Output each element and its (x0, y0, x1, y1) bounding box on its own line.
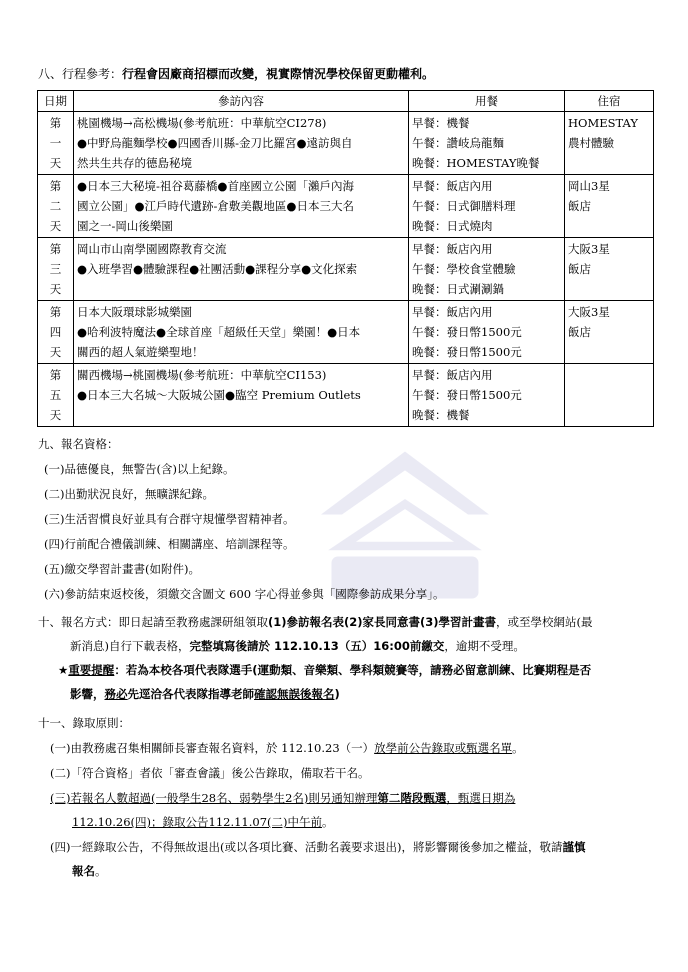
section11-title: 十一、錄取原則： (38, 716, 130, 730)
section9-item: (六)參訪結束返校後，須繳交含圖文 600 字心得並參與「國際參訪成果分享」。 (44, 587, 445, 601)
header-date: 日期 (38, 91, 74, 112)
table-row (38, 238, 654, 301)
section11-item1: (一)由教務處召集相關師長審查報名資料，於 112.10.23（一）放學前公告錄取或甄選名單。 (50, 741, 524, 755)
day-cell: 第 二 天 (38, 175, 74, 238)
stay-cell: 大阪3星 飯店 (565, 238, 654, 301)
section11-item3: (三)若報名人數超過(一般學生28名、弱勢學生2名)則另通知辦理第二階段甄選，甄選日期為 (50, 791, 516, 805)
content-cell: 岡山市山南學園國際教育交流 ●入班學習●體驗課程●社團活動●課程分享●文化探索 (74, 238, 409, 301)
section11-item4: (四)一經錄取公告，不得無故退出(或以各項比賽、活動名義要求退出)，將影響爾後參加之權益，敬請謹慎 (50, 840, 586, 854)
section11-item4-line2: 報名。 (72, 864, 107, 878)
section11-item3-line2: 112.10.26(四)；錄取公告112.11.07(二)中午前。 (72, 815, 334, 829)
section9-title: 九、報名資格： (38, 437, 119, 451)
header-meals: 用餐 (409, 91, 565, 112)
section9-item: (一)品德優良，無警告(含)以上紀錄。 (44, 462, 235, 476)
meals-cell: 早餐：飯店內用 午餐：發日幣1500元 晚餐：發日幣1500元 (409, 301, 565, 364)
section9-item: (五)繳交學習計畫書(如附件)。 (44, 562, 200, 576)
stay-cell: 大阪3星 飯店 (565, 301, 654, 364)
day-cell: 第 三 天 (38, 238, 74, 301)
table-row (38, 112, 654, 175)
content-cell: 日本大阪環球影城樂園 ●哈利波特魔法●全球首座「超級任天堂」樂園！●日本 關西的超人氣遊樂聖地！ (74, 301, 409, 364)
section8-title: 八、行程參考：行程會因廠商招標而改變，視實際情況學校保留更動權利。 (38, 67, 435, 81)
section10-line2: 新消息)自行下載表格，完整填寫後請於 112.10.13（五）16:00前繳交，逾期不受理。 (70, 639, 525, 653)
section10-important-line1: ★重要提醒：若為本校各項代表隊選手(運動類、音樂類、學科類競賽等，請務必留意訓練、比賽期程是否 (58, 663, 592, 677)
header-stay: 住宿 (565, 91, 654, 112)
content-cell: 桃園機場→高松機場(參考航班：中華航空CI278) ●中野烏龍麵學校●四國香川縣-金刀比羅宮●遠訪與自 然共生共存的德島秘境 (74, 112, 409, 175)
day-cell: 第 四 天 (38, 301, 74, 364)
section9-item: (三)生活習慣良好並具有合群守規懂學習精神者。 (44, 512, 295, 526)
stay-cell (565, 364, 654, 427)
section11-item2: (二)「符合資格」者依「審查會議」後公告錄取，備取若干名。 (50, 766, 370, 780)
content-cell: 關西機場→桃園機場(參考航班：中華航空CI153) ●日本三大名城～大阪城公園●臨空 Premium Outlets (74, 364, 409, 427)
stay-cell: HOMESTAY 農村體驗 (565, 112, 654, 175)
meals-cell: 早餐：飯店內用 午餐：發日幣1500元 晚餐：機餐 (409, 364, 565, 427)
section9-item: (二)出勤狀況良好，無曠課紀錄。 (44, 487, 214, 501)
important-label: 重要提醒 (68, 663, 115, 677)
meals-cell: 早餐：飯店內用 午餐：日式御膳料理 晚餐：日式燒肉 (409, 175, 565, 238)
table-header-row (38, 91, 654, 112)
itinerary-table (37, 90, 654, 427)
table-row (38, 301, 654, 364)
meals-cell: 早餐：飯店內用 午餐：學校食堂體驗 晚餐：日式涮涮鍋 (409, 238, 565, 301)
table-row (38, 364, 654, 427)
day-cell: 第 五 天 (38, 364, 74, 427)
stay-cell: 岡山3星 飯店 (565, 175, 654, 238)
content-cell: ●日本三大秘境-祖谷葛藤橋●首座國立公園「瀨戶內海 國立公園」●江戶時代遺跡-倉敷美觀地區●日本三大名 園之一-岡山後樂園 (74, 175, 409, 238)
section10-important-line2: 影響，務必先逕洽各代表隊指導老師確認無誤後報名) (70, 687, 340, 701)
table-row (38, 175, 654, 238)
section9-item: (四)行前配合禮儀訓練、相關講座、培訓課程等。 (44, 537, 295, 551)
day-cell: 第 一 天 (38, 112, 74, 175)
meals-cell: 早餐：機餐 午餐：讚岐烏龍麵 晚餐：HOMESTAY晚餐 (409, 112, 565, 175)
section8-note: 行程會因廠商招標而改變，視實際情況學校保留更動權利。 (122, 67, 435, 81)
section10-line1: 十、報名方式：即日起請至教務處課研組領取(1)參訪報名表(2)家長同意書(3)學習計畫書，或至學校網站(最 (38, 615, 593, 629)
header-content: 參訪內容 (74, 91, 409, 112)
star-icon: ★ (58, 663, 69, 677)
